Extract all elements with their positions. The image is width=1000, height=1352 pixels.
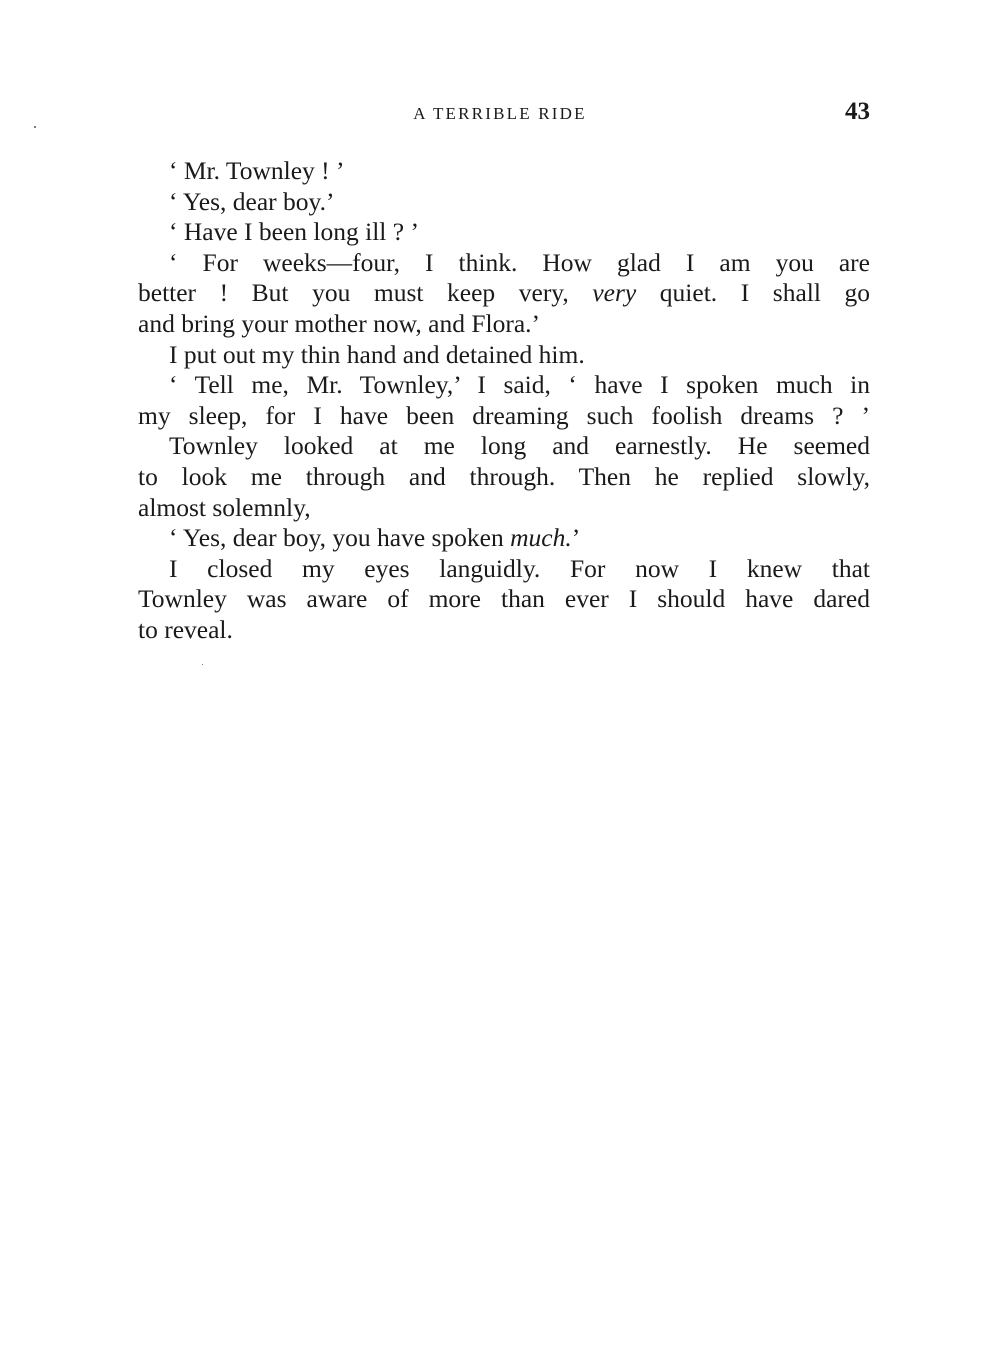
- text-segment: better ! But you must keep very,: [138, 278, 593, 308]
- text-line: to reveal.: [138, 614, 233, 644]
- running-title: A TERRIBLE RIDE: [413, 104, 587, 123]
- text-line: to look me through and through. Then he replied slowly,: [138, 461, 870, 491]
- running-header: [138, 98, 870, 130]
- text-line: ‘ Tell me, Mr. Townley,’ I said, ‘ have I spoken much in: [169, 370, 870, 400]
- text-line: [138, 523, 870, 554]
- text-line: I closed my eyes languidly. For now I knew that: [169, 553, 870, 583]
- text-line: ‘ Mr. Townley ! ’: [169, 156, 345, 185]
- text-segment: ‘ Yes, dear boy, you have spoken: [169, 523, 511, 553]
- stray-ink-mark: [34, 126, 36, 128]
- text-line: my sleep, for I have been dreaming such foolish dreams ? ’: [138, 400, 870, 430]
- text-line: and bring your mother now, and Flora.’: [138, 308, 541, 338]
- text-line: Townley was aware of more than ever I should have dared: [138, 584, 870, 614]
- text-line: Townley looked at me long and earnestly. He seemed: [169, 431, 870, 461]
- text-line: I put out my thin hand and detained him.: [169, 339, 585, 369]
- text-segment: quiet. I shall go: [636, 278, 871, 308]
- body-text: [138, 156, 870, 646]
- text-line: ‘ For weeks—four, I think. How glad I am you are: [169, 247, 870, 277]
- text-line: almost solemnly,: [138, 492, 311, 522]
- stray-ink-mark: [202, 664, 203, 665]
- text-line: [138, 278, 870, 309]
- text-line: ‘ Have I been long ill ? ’: [169, 217, 419, 247]
- text-segment: ’: [571, 523, 581, 553]
- emphasis-text: very: [592, 278, 637, 308]
- page-number: 43: [845, 98, 870, 125]
- emphasis-text: much.: [510, 523, 572, 553]
- text-line: ‘ Yes, dear boy.’: [169, 186, 335, 216]
